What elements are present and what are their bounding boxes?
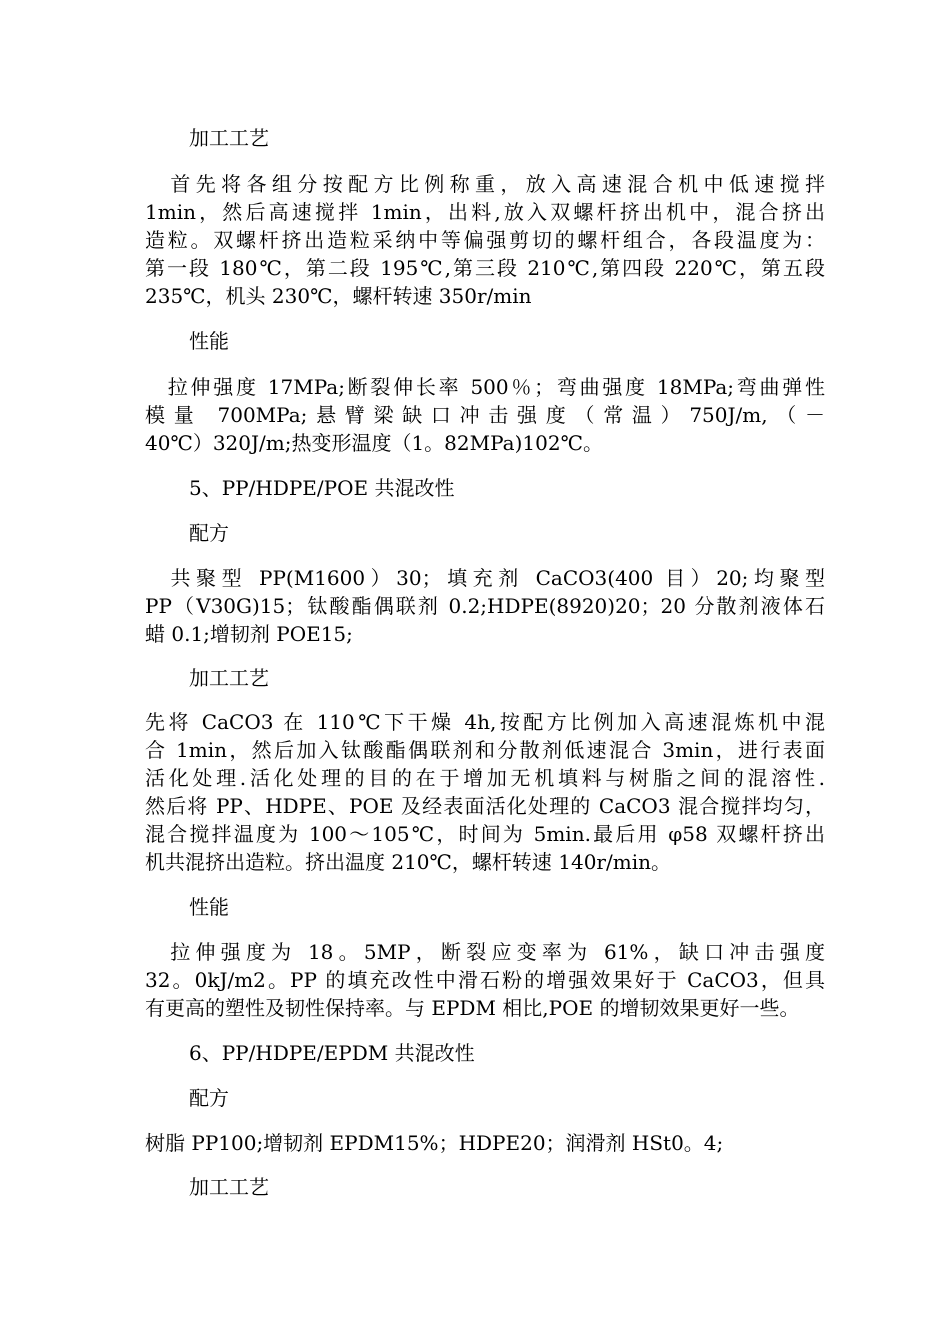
paragraph-line: 40℃）320J/m;热变形温度（1。82MPa)102℃。 (145, 431, 603, 455)
section-heading-6: 6、PP/HDPE/EPDM 共混改性 (189, 1041, 475, 1065)
paragraph-line: 模量 700MPa;悬臂梁缺口冲击强度（常温）750J/m,（－ (145, 403, 825, 427)
section-heading-processing: 加工工艺 (189, 666, 269, 690)
paragraph-line: 混合搅拌温度为 100～105℃，时间为 5min.最后用 φ58 双螺杆挤出 (145, 822, 825, 846)
paragraph-line: 然后将 PP、HDPE、POE 及经表面活化处理的 CaCO3 混合搅拌均匀， (145, 794, 825, 818)
section-heading-formula: 配方 (189, 521, 229, 545)
section-heading-formula: 配方 (189, 1086, 229, 1110)
paragraph-line: 共聚型 PP(M1600）30；填充剂 CaCO3(400 目）20;均聚型 (145, 566, 825, 590)
paragraph-line: 造粒。双螺杆挤出造粒采纳中等偏强剪切的螺杆组合，各段温度为： (145, 228, 825, 252)
paragraph-line: 拉伸强度为 18。5MP，断裂应变率为 61%，缺口冲击强度 (145, 940, 825, 964)
section-heading-properties: 性能 (189, 895, 229, 919)
paragraph-line: PP（V30G)15；钛酸酯偶联剂 0.2;HDPE(8920)20；20 分散剂液体石 (145, 594, 825, 618)
paragraph-line: 有更高的塑性及韧性保持率。与 EPDM 相比,POE 的增韧效果更好一些。 (145, 996, 800, 1020)
section-heading-properties: 性能 (189, 329, 229, 353)
paragraph-line: 合 1min，然后加入钛酸酯偶联剂和分散剂低速混合 3min，进行表面 (145, 738, 825, 762)
paragraph-line: 235℃，机头 230℃，螺杆转速 350r/min (145, 284, 532, 308)
section-heading-processing: 加工工艺 (189, 1175, 269, 1199)
paragraph-line: 蜡 0.1;增韧剂 POE15; (145, 622, 353, 646)
paragraph-line: 首先将各组分按配方比例称重，放入高速混合机中低速搅拌 (145, 172, 825, 196)
paragraph-line: 拉伸强度 17MPa;断裂伸长率 500％；弯曲强度 18MPa;弯曲弹性 (145, 375, 825, 399)
section-heading-5: 5、PP/HDPE/POE 共混改性 (189, 476, 455, 500)
paragraph-line: 机共混挤出造粒。挤出温度 210℃，螺杆转速 140r/min。 (145, 850, 671, 874)
paragraph-line: 先将 CaCO3 在 110℃下干燥 4h,按配方比例加入高速混炼机中混 (145, 710, 825, 734)
paragraph-line: 树脂 PP100;增韧剂 EPDM15%；HDPE20；润滑剂 HSt0。4; (145, 1131, 724, 1155)
paragraph-line: 1min，然后高速搅拌 1min，出料,放入双螺杆挤出机中，混合挤出 (145, 200, 825, 224)
section-heading-processing: 加工工艺 (189, 126, 269, 150)
paragraph-line: 活化处理.活化处理的目的在于增加无机填料与树脂之间的混溶性. (145, 766, 825, 790)
paragraph-line: 第一段 180℃，第二段 195℃,第三段 210℃,第四段 220℃，第五段 (145, 256, 825, 280)
paragraph-line: 32。0kJ/m2。PP 的填充改性中滑石粉的增强效果好于 CaCO3，但具 (145, 968, 825, 992)
